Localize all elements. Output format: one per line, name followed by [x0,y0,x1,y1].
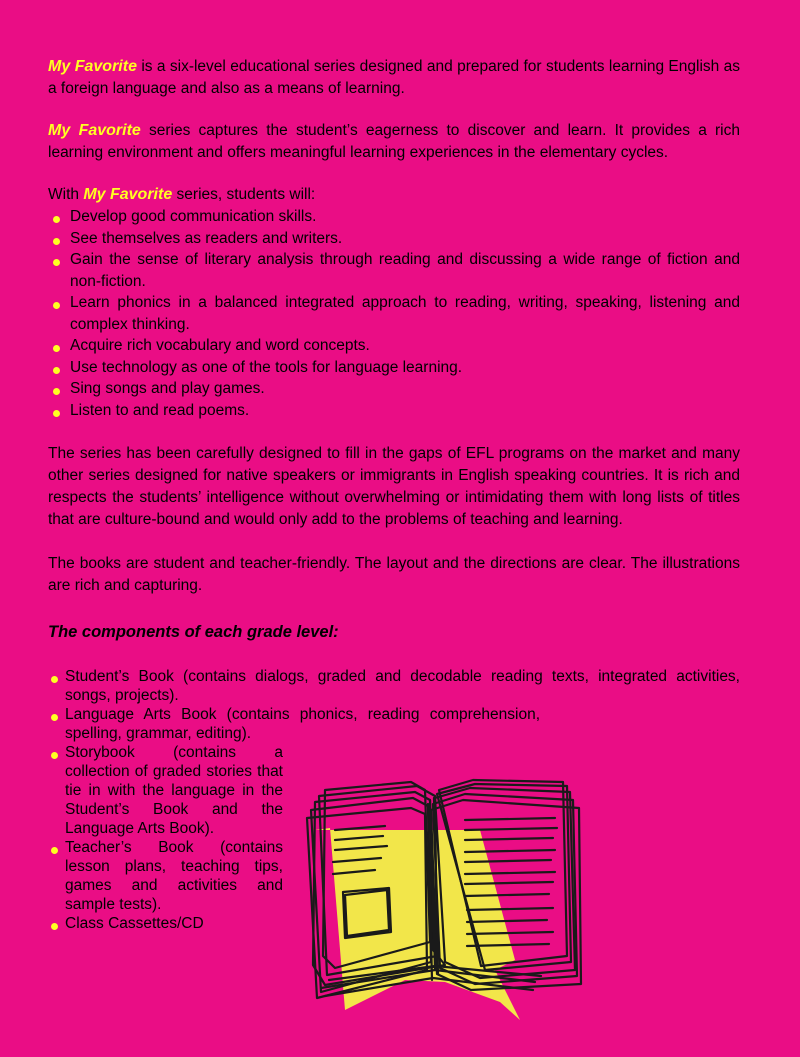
brand-name: My Favorite [83,186,173,203]
outcomes-intro-post: series, students will: [172,186,316,203]
intro-paragraph-text: is a six-level educational series designed and prepared for students learning English as a foreign language and also as a means of learning. [48,58,740,97]
bullet-dot-icon [51,847,58,854]
bullet-dot-icon [51,676,58,683]
bullet-dot-icon [53,388,60,395]
bullet-dot-icon [53,238,60,245]
outcomes-intro [48,184,740,206]
bullet-dot-icon [51,714,58,721]
intro-paragraph [48,56,740,100]
bullet-dot-icon [53,410,60,417]
list-item: Develop good communication skills. [48,206,740,228]
list-item: Use technology as one of the tools for language learning. [48,357,740,379]
friendly-paragraph: The books are student and teacher-friendly. The layout and the directions are clear. The illustrations are rich and capturing. [48,555,740,594]
components-heading: The components of each grade level: [48,623,339,641]
series-paragraph-text: series captures the student’s eagerness to discover and learn. It provides a rich learning environment and offers meaningful learning experiences in the elementary cycles. [48,122,740,161]
list-item: Class Cassettes/CD [48,914,283,933]
outcomes-intro-pre: With [48,186,84,203]
bullet-dot-icon [53,302,60,309]
list-item: Learn phonics in a balanced integrated approach to reading, writing, speaking, listening and complex thinking. [48,292,740,335]
list-item: See themselves as readers and writers. [48,228,740,250]
list-item: Listen to and read poems. [48,400,740,422]
bullet-dot-icon [51,752,58,759]
list-item: Gain the sense of literary analysis through reading and discussing a wide range of fiction and non-fiction. [48,249,740,292]
list-item: Storybook (contains a collection of graded stories that tie in with the language in the Student’s Book and the Language Arts Book). [48,743,283,838]
gaps-paragraph: The series has been carefully designed to fill in the gaps of EFL programs on the market and many other series designed for native speakers or immigrants in English speaking countries. It is rich and respects the students’ intelligence without overwhelming or intimidating them with long lists of titles that are culture-bound and would only add to the problems of teaching and learning. [48,445,740,528]
bullet-dot-icon [53,216,60,223]
list-item: Acquire rich vocabulary and word concepts. [48,335,740,357]
bullet-dot-icon [51,923,58,930]
list-item: Teacher’s Book (contains lesson plans, teaching tips, games and activities and sample tests). [48,838,283,914]
brand-name: My Favorite [48,122,141,139]
open-book-illustration [285,770,755,1030]
series-paragraph [48,120,740,164]
bullet-dot-icon [53,259,60,266]
bullet-dot-icon [53,345,60,352]
list-item: Sing songs and play games. [48,378,740,400]
bullet-dot-icon [53,367,60,374]
outcomes-list [48,206,740,421]
list-item: Student’s Book (contains dialogs, graded and decodable reading texts, integrated activities, songs, projects). [48,667,740,705]
list-item: Language Arts Book (contains phonics, reading comprehension, spelling, grammar, editing). [48,705,540,743]
brand-name: My Favorite [48,58,137,75]
